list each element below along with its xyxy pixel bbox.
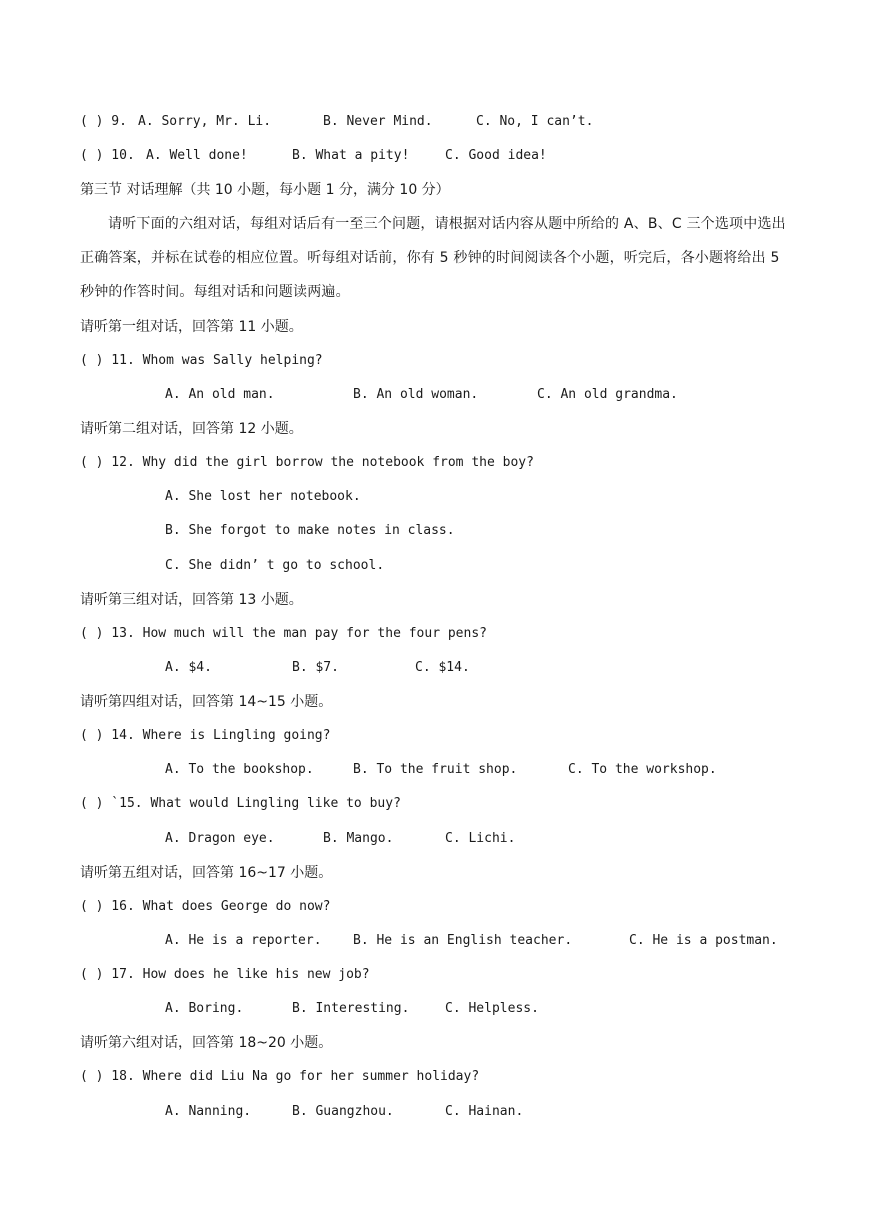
q9-stem: ( ) 9. (80, 114, 127, 129)
q13-option-c: C. $14. (415, 660, 470, 675)
q9-option-a: A. Sorry, Mr. Li. (138, 114, 272, 129)
q16-option-b: B. He is an English teacher. (353, 933, 573, 948)
q18-option-b: B. Guangzhou. (292, 1104, 394, 1119)
q17-option-b: B. Interesting. (292, 1001, 410, 1016)
question-16-stem: ( ) 16. What does George do now? (80, 899, 331, 914)
q10-option-b: B. What a pity! (292, 148, 410, 163)
q14-option-a: A. To the bookshop. (165, 762, 314, 777)
question-9 (80, 113, 594, 131)
q11-option-c: C. An old grandma. (537, 387, 678, 402)
q15-option-c: C. Lichi. (445, 831, 516, 846)
question-15-stem: ( ) `15. What would Lingling like to buy? (80, 796, 401, 811)
question-17-options (165, 1000, 539, 1018)
q17-option-a: A. Boring. (165, 1001, 244, 1016)
question-18-options (165, 1103, 524, 1121)
question-15-options (165, 830, 516, 848)
question-10 (80, 147, 547, 165)
section-3-instructions: 请听下面的六组对话，每组对话后有一至三个问题，请根据对话内容从题中所给的 A、B、C 三个选项中选出正确答案，并标在试卷的相应位置。听每组对话前，你有 5 秒钟的时间阅读各个小题，听完后，各小题将给出 5 秒钟的作答时间。每组对话和问题读两遍。 (80, 216, 786, 300)
question-12-stem: ( ) 12. Why did the girl borrow the notebook from the boy? (80, 455, 534, 470)
question-16-options (165, 932, 778, 950)
q13-option-a: A. $4. (165, 660, 212, 675)
question-14-stem: ( ) 14. Where is Lingling going? (80, 728, 331, 743)
q9-option-b: B. Never Mind. (323, 114, 433, 129)
q10-option-a: A. Well done! (146, 148, 248, 163)
q15-option-b: B. Mango. (323, 831, 394, 846)
q12-option-b: B. She forgot to make notes in class. (165, 523, 455, 538)
question-14-options (165, 761, 717, 779)
q10-stem: ( ) 10. (80, 148, 135, 163)
question-13-options (165, 659, 470, 677)
q12-option-a: A. She lost her notebook. (165, 489, 361, 504)
question-11-options (165, 386, 678, 404)
q11-option-b: B. An old woman. (353, 387, 479, 402)
question-13-stem: ( ) 13. How much will the man pay for the four pens? (80, 626, 487, 641)
q14-option-c: C. To the workshop. (568, 762, 717, 777)
q12-option-c: C. She didn’ t go to school. (165, 558, 385, 573)
group-5-heading: 请听第五组对话，回答第 16~17 小题。 (80, 865, 333, 881)
group-6-heading: 请听第六组对话，回答第 18~20 小题。 (80, 1035, 333, 1051)
q15-option-a: A. Dragon eye. (165, 831, 275, 846)
q18-option-a: A. Nanning. (165, 1104, 252, 1119)
q14-option-b: B. To the fruit shop. (353, 762, 518, 777)
q9-option-c: C. No, I can’t. (476, 114, 594, 129)
q10-option-c: C. Good idea! (445, 148, 547, 163)
q11-option-a: A. An old man. (165, 387, 275, 402)
q16-option-c: C. He is a postman. (629, 933, 778, 948)
question-11-stem: ( ) 11. Whom was Sally helping? (80, 353, 323, 368)
group-4-heading: 请听第四组对话，回答第 14~15 小题。 (80, 694, 333, 710)
q17-option-c: C. Helpless. (445, 1001, 539, 1016)
section-3-title: 第三节 对话理解（共 10 小题，每小题 1 分，满分 10 分） (80, 182, 450, 198)
q16-option-a: A. He is a reporter. (165, 933, 322, 948)
group-2-heading: 请听第二组对话，回答第 12 小题。 (80, 421, 303, 437)
question-17-stem: ( ) 17. How does he like his new job? (80, 967, 370, 982)
group-3-heading: 请听第三组对话，回答第 13 小题。 (80, 592, 303, 608)
question-18-stem: ( ) 18. Where did Liu Na go for her summer holiday? (80, 1069, 480, 1084)
q18-option-c: C. Hainan. (445, 1104, 524, 1119)
q13-option-b: B. $7. (292, 660, 339, 675)
group-1-heading: 请听第一组对话，回答第 11 小题。 (80, 319, 303, 335)
